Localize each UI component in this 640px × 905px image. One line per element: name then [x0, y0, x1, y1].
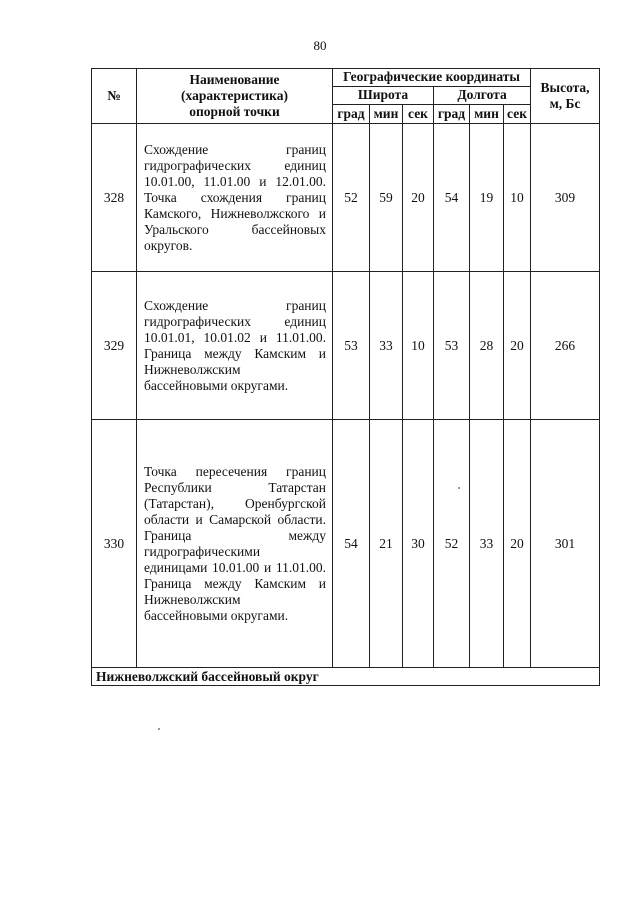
header-lon-deg: град [434, 105, 470, 124]
header-geo-coordinates: Географические координаты [333, 69, 531, 87]
header-height-line1: Высота, [540, 80, 590, 95]
row-height: 301 [531, 420, 600, 668]
lon-min: 33 [470, 420, 504, 668]
header-latitude: Широта [333, 86, 434, 105]
lon-min: 19 [470, 124, 504, 272]
lat-deg: 53 [333, 272, 370, 420]
header-name-line2: (характеристика) [181, 88, 288, 103]
lon-sec: 20 [504, 420, 531, 668]
row-name: Точка пересечения границ Республики Татарстан (Татарстан), Оренбургской области и Самарской области. Граница между гидрографическими единицами 10.01.00 и 11.01.00. Граница между Камским и Нижневолжским бассейновыми округами. [137, 420, 333, 668]
page-number: 80 [313, 38, 327, 53]
lon-deg: 54 [434, 124, 470, 272]
row-number: 330 [92, 420, 137, 668]
header-height-line2: м, Бс [549, 96, 581, 111]
lon-sec: 10 [504, 124, 531, 272]
table-row [92, 420, 600, 668]
lon-deg: 52 [434, 420, 470, 668]
header-lat-deg: град [333, 105, 370, 124]
row-number: 328 [92, 124, 137, 272]
row-name: Схождение границ гидрографических единиц 10.01.00, 11.01.00 и 12.01.00. Точка схождения границ Камского, Нижневолжского и Уральского бассейновых округов. [137, 124, 333, 272]
lat-min: 59 [370, 124, 403, 272]
header-name-line1: Наименование [189, 72, 280, 87]
lat-sec: 20 [403, 124, 434, 272]
lat-sec: 30 [403, 420, 434, 668]
lat-sec: 10 [403, 272, 434, 420]
section-footer-row [92, 668, 600, 686]
coordinates-table [91, 68, 600, 686]
header-name-line3: опорной точки [189, 104, 280, 119]
header-number: № [92, 69, 137, 124]
header-lon-min: мин [470, 105, 504, 124]
lat-min: 21 [370, 420, 403, 668]
table-row [92, 272, 600, 420]
lon-sec: 20 [504, 272, 531, 420]
row-name: Схождение границ гидрографических единиц 10.01.01, 10.01.02 и 11.01.00. Граница между Камским и Нижневолжским бассейновыми округами. [137, 272, 333, 420]
table-row [92, 124, 600, 272]
header-lat-min: мин [370, 105, 403, 124]
section-title: Нижневолжский бассейновый округ [92, 668, 600, 686]
header-lat-sec: сек [403, 105, 434, 124]
header-name [137, 69, 333, 124]
scan-speck [158, 728, 160, 730]
lat-deg: 54 [333, 420, 370, 668]
row-number: 329 [92, 272, 137, 420]
header-longitude: Долгота [434, 86, 531, 105]
scan-speck [458, 487, 460, 489]
row-height: 309 [531, 124, 600, 272]
header-height [531, 69, 600, 124]
lat-deg: 52 [333, 124, 370, 272]
lon-deg: 53 [434, 272, 470, 420]
header-lon-sec: сек [504, 105, 531, 124]
lat-min: 33 [370, 272, 403, 420]
lon-min: 28 [470, 272, 504, 420]
row-height: 266 [531, 272, 600, 420]
